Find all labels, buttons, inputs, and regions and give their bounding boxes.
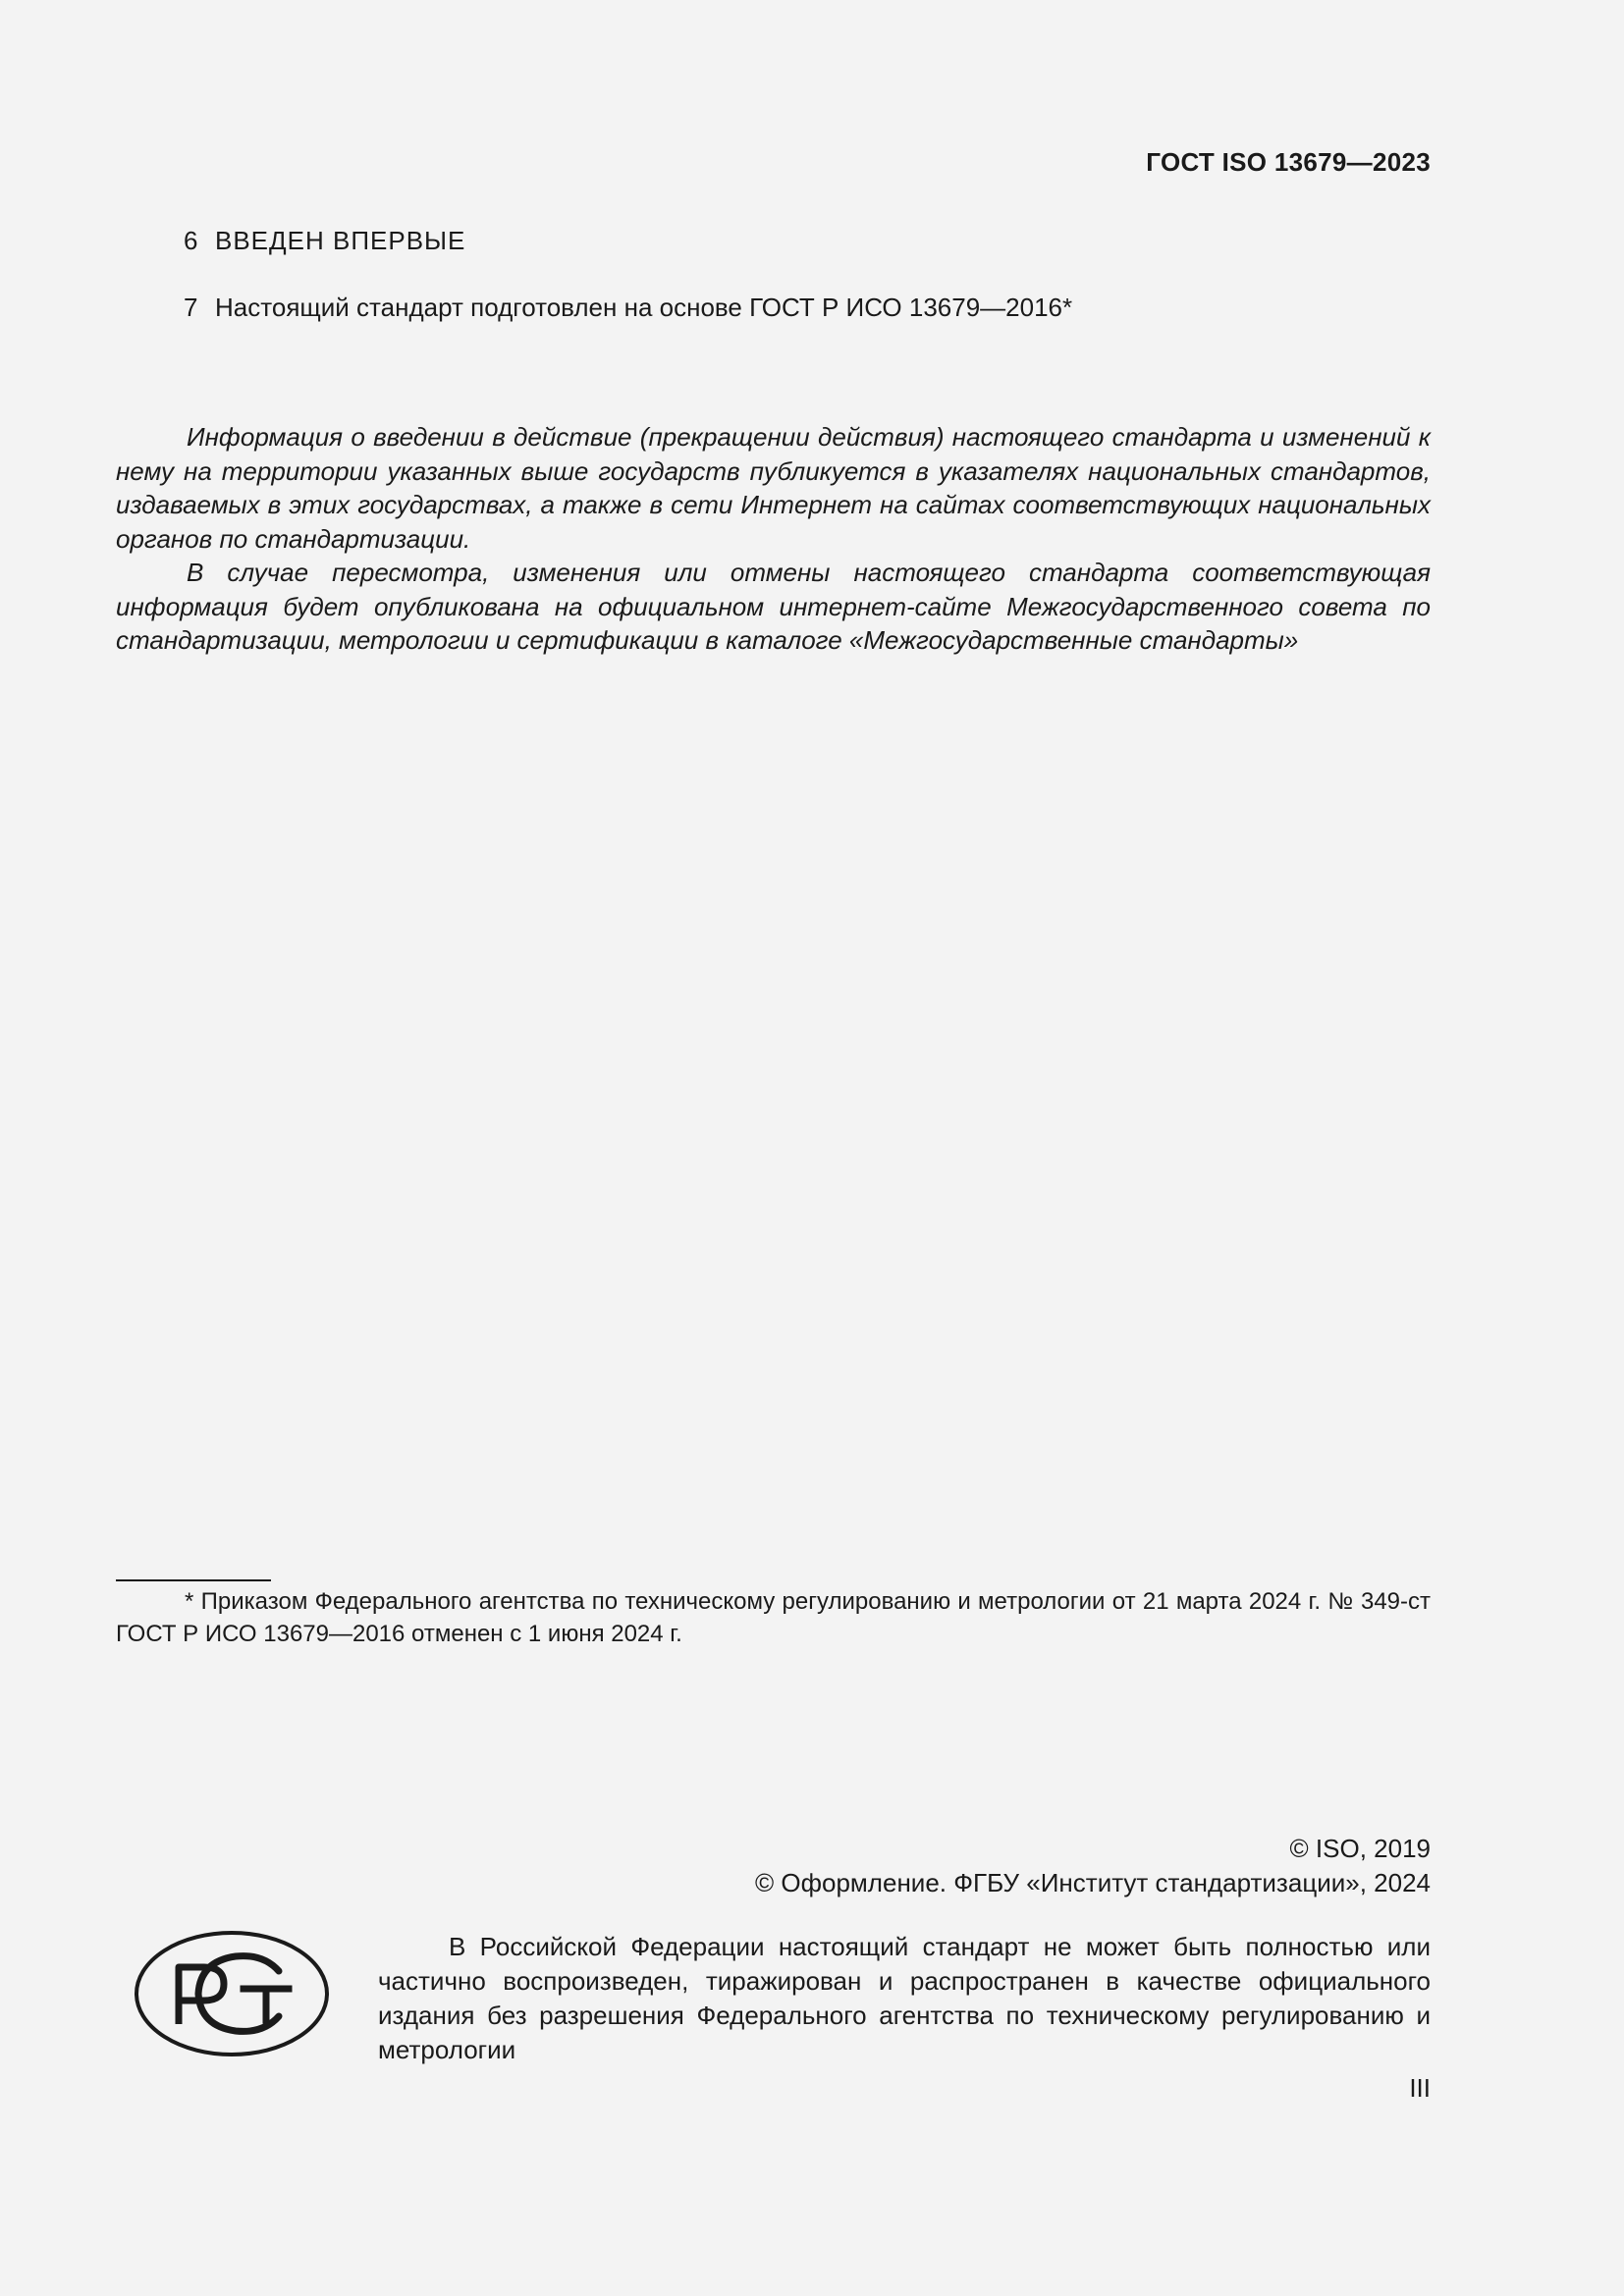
page-number: III <box>1409 2073 1431 2103</box>
footnote-text: * Приказом Федерального агентства по техническому регулированию и метрологии от 21 марта 2024 г. № 349-ст ГОСТ Р ИСО 13679—2016 отменен с 1 июня 2024 г. <box>116 1588 1431 1647</box>
info-paragraph: Информация о введении в действие (прекращении действия) настоящего стандарта и изменений к нему на территории указанных выше государств публикуется в указателях национальных стандартов, издаваемых в этих государствах, а также в сети Интернет на сайтах соответствующих национальных органов по стандартизации. <box>116 422 1431 554</box>
item-text: Настоящий стандарт подготовлен на основе ГОСТ Р ИСО 13679—2016* <box>215 293 1073 322</box>
item-number: 6 <box>184 226 199 255</box>
item-text: ВВЕДЕН ВПЕРВЫЕ <box>215 226 466 255</box>
footnote <box>116 1585 1431 1650</box>
info-paragraph: В случае пересмотра, изменения или отмены настоящего стандарта соответствующая информация будет опубликована на официальном интернет-сайте Межгосударственного совета по стандартизации, метрологии и сертификации в каталоге «Межгосударственные стандарты» <box>116 558 1431 655</box>
copyright-design: © Оформление. ФГБУ «Институт стандартизации», 2024 <box>755 1868 1431 1897</box>
item-number: 7 <box>184 293 198 322</box>
item-7 <box>184 293 1072 323</box>
copyright-iso: © ISO, 2019 <box>1289 1834 1431 1863</box>
document-id: ГОСТ ISO 13679—2023 <box>1146 147 1431 177</box>
copyright-block <box>755 1832 1431 1900</box>
rights-notice <box>378 1930 1431 2067</box>
rights-text: В Российской Федерации настоящий стандарт не может быть полностью или частично воспроизведен, тиражирован и распространен в качестве официального издания без разрешения Федерального агентства по техническому регулированию и метрологии <box>378 1932 1431 2064</box>
info-block <box>116 420 1431 658</box>
item-6 <box>184 226 465 256</box>
rst-certification-mark-icon <box>134 1930 330 2057</box>
footnote-divider <box>116 1579 271 1581</box>
